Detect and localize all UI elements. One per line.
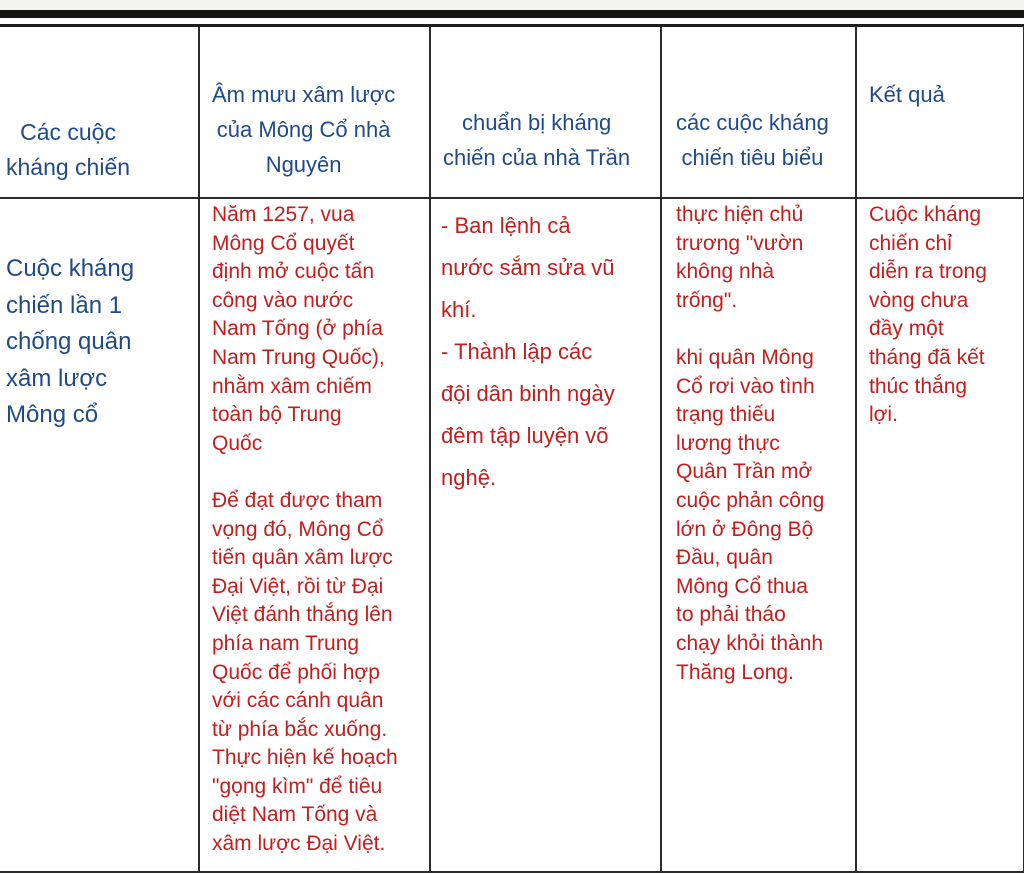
header-cell-plot <box>199 26 430 199</box>
history-table <box>0 24 1024 873</box>
battles-cell <box>661 198 856 872</box>
header-resistance: Các cuộc kháng chiến <box>6 119 131 180</box>
battles-text: thực hiện chủ trương "vườn không nhà trống". khi quân Mông Cổ rơi vào tình trạng thiếu lương thực Quân Trần mở cuộc phản công lớn ở Đông Bộ Đầu, quân Mông Cổ thua to phải tháo chạy khỏi thành Thăng Long. <box>676 203 825 684</box>
header-plot: Âm mưu xâm lược của Mông Cổ nhà Nguyên <box>212 82 396 177</box>
preparation-cell <box>430 198 661 872</box>
plot-text: Năm 1257, vua Mông Cổ quyết định mở cuộc tấn công vào nước Nam Tống (ở phía Nam Trung Quốc), nhằm xâm chiếm toàn bộ Trung Quốc Để đạt được tham vọng đó, Mông Cổ tiến quân xâm lược Đại Việt, rồi từ Đại Việt đánh thắng lên phía nam Trung Quốc để phối hợp với các cánh quân từ phía bắc xuống. Thực hiện kế hoạch "gọng kìm" để tiêu diệt Nam Tống và xâm lược Đại Việt. <box>212 203 398 856</box>
header-preparation: chuẩn bị kháng chiến của nhà Trần <box>443 110 631 170</box>
header-cell-resistance <box>0 26 199 199</box>
top-border-bar <box>0 10 1024 18</box>
header-cell-preparation <box>430 26 661 199</box>
result-text: Cuộc kháng chiến chỉ diễn ra trong vòng chưa đầy một tháng đã kết thúc thắng lợi. <box>869 203 987 427</box>
header-row <box>0 26 1024 199</box>
row-label: Cuộc kháng chiến lần 1 chống quân xâm lược Mông cổ <box>6 255 135 428</box>
header-battles: các cuộc kháng chiến tiêu biểu <box>676 110 829 170</box>
result-cell <box>856 198 1024 872</box>
preparation-text: - Ban lệnh cả nước sắm sửa vũ khí. - Thành lập các đội dân binh ngày đêm tập luyện võ nghệ. <box>441 213 615 490</box>
header-result: Kết quả <box>869 82 945 107</box>
header-cell-battles <box>661 26 856 199</box>
plot-cell <box>199 198 430 872</box>
table-row <box>0 198 1024 872</box>
header-cell-result <box>856 26 1024 199</box>
top-margin <box>0 0 1024 10</box>
row-label-cell <box>0 198 199 872</box>
